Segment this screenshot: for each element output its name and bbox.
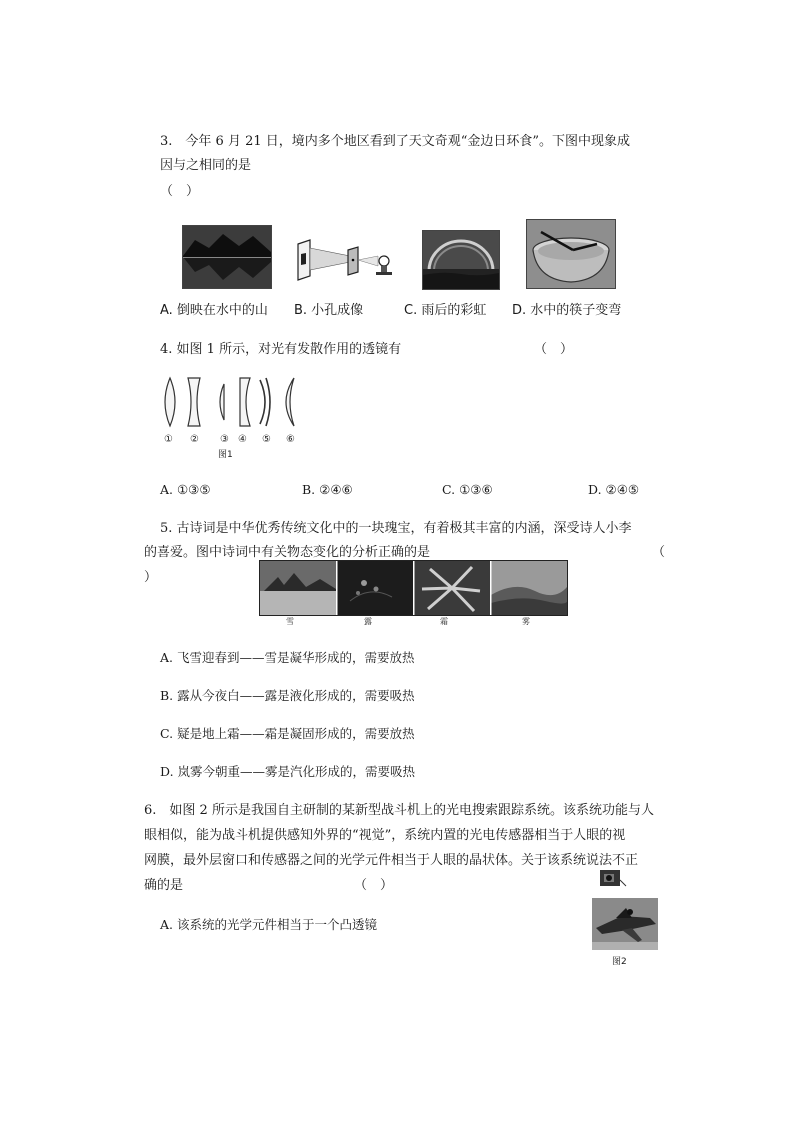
q6-fighter-jet-figure [592,868,658,952]
lens-number-3: ③ [220,434,229,445]
q5-option-d: D. 岚雾今朝重——雾是汽化形成的，需要吸热 [160,764,416,779]
q5-stem-line1: 5. 古诗词是中华优秀传统文化中的一块瑰宝，有着极其丰富的内涵，深受诗人小李 [160,521,632,536]
q4-option-b: B. ②④⑥ [302,482,353,497]
q4-answer-bracket: （ ） [534,342,574,357]
q6-stem-line3: 网膜，最外层窗口和传感器之间的光学元件相当于人眼的晶状体。关于该系统说法不正 [144,853,639,868]
q5-option-c: C. 疑是地上霜——霜是凝固形成的，需要放热 [160,726,415,741]
q6-answer-bracket: （ ） [354,878,394,893]
q3-option-a: A. 倒映在水中的山 [160,303,268,318]
lens-number-2: ② [190,434,199,445]
q3-answer-bracket: （ ） [160,184,200,199]
q4-option-a: A. ①③⑤ [160,482,211,497]
q6-figure-label: 图2 [612,957,627,967]
lens-number-1: ① [164,434,173,445]
q3-option-d: D. 水中的筷子变弯 [512,303,622,318]
q5-option-a: A. 飞雪迎春到——雪是凝华形成的，需要放热 [160,650,415,665]
lens-number-4: ④ [238,434,247,445]
q3-option-c: C. 雨后的彩虹 [404,303,487,318]
q5-photo-label-frost: 霜 [440,617,448,626]
q5-photo-label-snow: 雪 [286,617,294,626]
q4-option-d: D. ②④⑤ [588,482,640,497]
q5-photo-strip [259,560,568,616]
q3-stem-line2: 因与之相同的是 [160,158,252,173]
q3-photo-rainbow [422,230,500,290]
lens-number-5: ⑤ [262,434,271,445]
lens-number-6: ⑥ [286,434,295,445]
q5-stem-line2: 的喜爱。图中诗词中有关物态变化的分析正确的是 [144,545,431,560]
q6-stem-line4: 确的是 [144,878,184,893]
q4-lens-figure [156,374,306,430]
q6-stem-line2: 眼相似，能为战斗机提供感知外界的“视觉”，系统内置的光电传感器相当于人眼的视 [144,828,626,843]
q4-figure-label: 图1 [218,450,233,460]
q5-option-b: B. 露从今夜白——露是液化形成的，需要吸热 [160,688,415,703]
q4-option-c: C. ①③⑥ [442,482,493,497]
q3-photo-chopsticks-in-water [526,219,616,289]
q3-photo-mountain-reflection [182,225,272,289]
q6-stem-line1: 6. 如图 2 所示是我国自主研制的某新型战斗机上的光电搜索跟踪系统。该系统功能与人 [144,803,654,818]
q5-photo-label-fog: 雾 [522,617,530,626]
q4-stem: 4. 如图 1 所示，对光有发散作用的透镜有 [160,342,402,357]
q3-option-b: B. 小孔成像 [294,303,364,318]
q5-bracket-close: ） [144,570,158,585]
q6-option-a: A. 该系统的光学元件相当于一个凸透镜 [160,917,377,932]
q5-bracket-open: （ [652,545,666,560]
q3-stem-line1: 3. 今年 6 月 21 日，境内多个地区看到了天文奇观“金边日环食”。下图中现象成 [160,134,631,149]
q3-pinhole-camera-diagram [292,236,400,286]
q5-photo-label-dew: 露 [364,617,372,626]
